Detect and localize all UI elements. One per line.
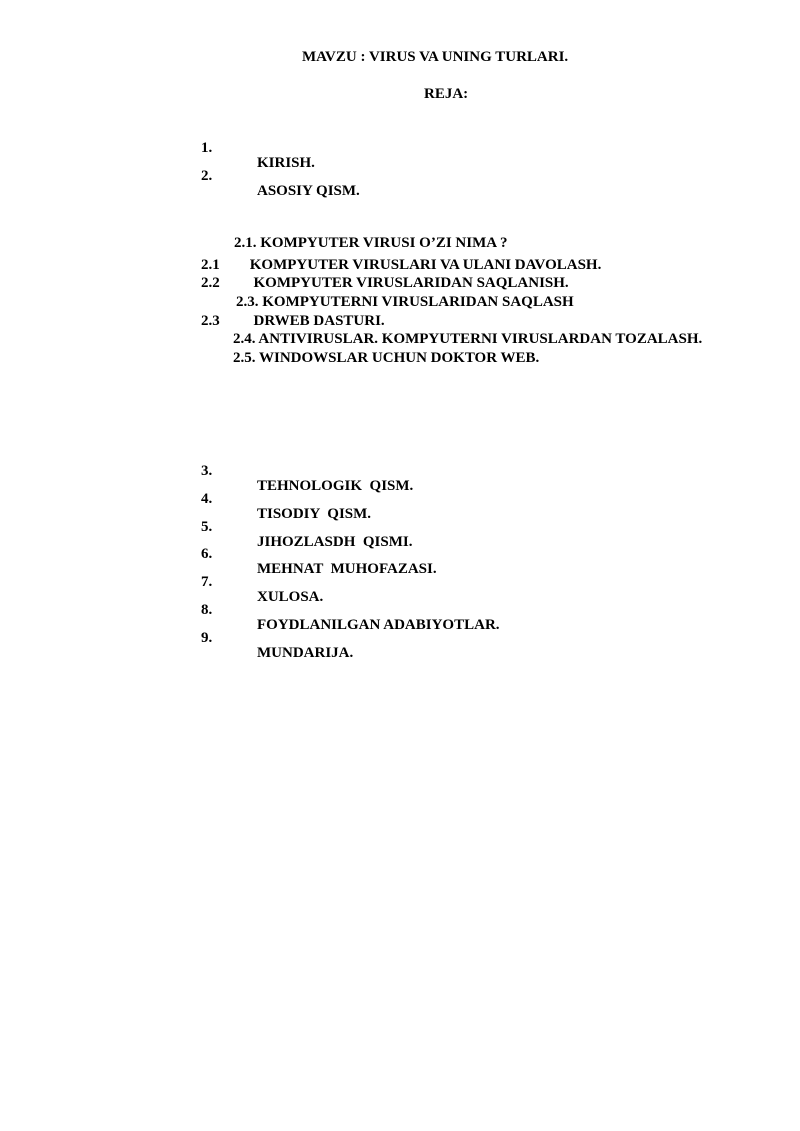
list-item-text: FOYDLANILGAN ADABIYOTLAR. <box>257 617 500 633</box>
list-item-number: 4. <box>201 491 213 507</box>
subsection-item: 2.5. WINDOWSLAR UCHUN DOKTOR WEB. <box>233 350 540 366</box>
list-item-text: MUNDARIJA. <box>257 645 354 661</box>
list-item-text: KIRISH. <box>257 155 315 171</box>
plan-heading: REJA: <box>424 86 469 102</box>
list-item-number: 1. <box>201 140 213 156</box>
list-item-number: 2. <box>201 168 213 184</box>
list-item-number: 3. <box>201 463 213 479</box>
list-item-text: TEHNOLOGIK QISM. <box>257 478 414 494</box>
list-item-text: MEHNAT MUHOFAZASI. <box>257 561 437 577</box>
subsection-item: 2.4. ANTIVIRUSLAR. KOMPYUTERNI VIRUSLARDAN TOZALASH. <box>233 331 703 347</box>
subsection-item: 2.1 KOMPYUTER VIRUSLARI VA ULANI DAVOLASH. <box>201 257 602 273</box>
list-item-number: 7. <box>201 574 213 590</box>
list-item-text: XULOSA. <box>257 589 324 605</box>
list-item-text: TISODIY QISM. <box>257 506 372 522</box>
list-item-number: 9. <box>201 630 213 646</box>
subsection-item: 2.3. KOMPYUTERNI VIRUSLARIDAN SAQLASH <box>236 294 574 310</box>
list-item <box>0 616 354 661</box>
list-item-text: ASOSIY QISM. <box>257 183 360 199</box>
list-item-number: 8. <box>201 602 213 618</box>
subsection-item: 2.2 KOMPYUTER VIRUSLARIDAN SAQLANISH. <box>201 275 569 291</box>
subsection-item: 2.3 DRWEB DASTURI. <box>201 313 385 329</box>
document-title: MAVZU : VIRUS VA UNING TURLARI. <box>302 49 569 65</box>
list-item-number: 6. <box>201 546 213 562</box>
list-item-text: JIHOZLASDH QISMI. <box>257 534 413 550</box>
subsection-item: 2.1. KOMPYUTER VIRUSI O’ZI NIMA ? <box>234 235 508 251</box>
list-item-number: 5. <box>201 519 213 535</box>
